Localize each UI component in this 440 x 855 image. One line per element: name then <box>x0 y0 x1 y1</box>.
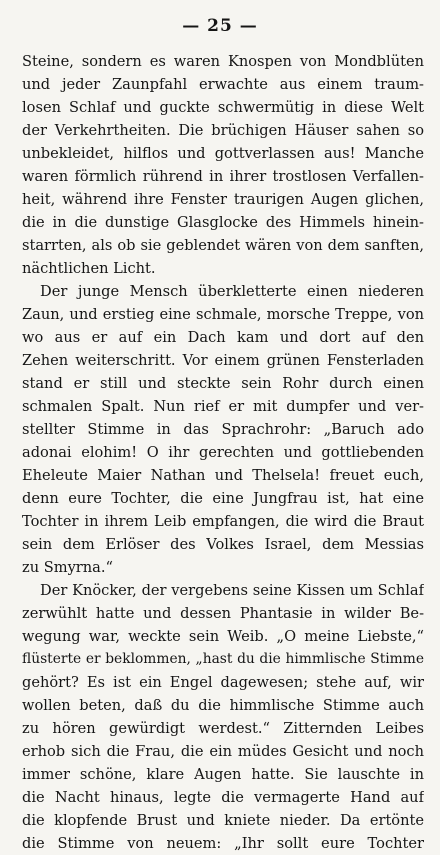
text-line: Der Knöcker, der vergebens seine Kissen um Schlaf <box>40 582 424 599</box>
text-line: Zaun, und erstieg eine schmale, morsche Treppe, von <box>22 306 424 323</box>
text-line: Der junge Mensch überkletterte einen niederen <box>40 283 424 300</box>
text-line: wollen beten, daß du die himmlische Stimme auch <box>22 697 424 714</box>
text-line: schmalen Spalt. Nun rief er mit dumpfer und ver- <box>22 398 424 415</box>
text-line: erhob sich die Frau, die ein müdes Gesicht und noch <box>22 743 424 760</box>
text-line: nächtlichen Licht. <box>22 260 156 277</box>
text-line: stand er still und steckte sein Rohr durch einen <box>22 375 424 392</box>
text-line: zerwühlt hatte und dessen Phantasie in wilder Be- <box>22 605 424 622</box>
text-line: die Stimme von neuem: „Ihr sollt eure Tochter <box>22 835 424 852</box>
text-line: die Nacht hinaus, legte die vermagerte Hand auf <box>22 789 424 806</box>
text-line: immer schöne, klare Augen hatte. Sie lauschte in <box>22 766 424 783</box>
text-line: losen Schlaf und guckte schwermütig in diese Welt <box>22 99 424 116</box>
text-line: Eheleute Maier Nathan und Thelsela! freuet euch, <box>22 467 424 484</box>
text-line: gehört? Es ist ein Engel dagewesen; stehe auf, wir <box>22 674 424 691</box>
text-line: der Verkehrtheiten. Die brüchigen Häuser sahen so <box>22 122 424 139</box>
text-line: wo aus er auf ein Dach kam und dort auf den <box>22 329 424 346</box>
text-line: zu Smyrna.“ <box>22 559 113 576</box>
text-line: die in die dunstige Glasglocke des Himmels hinein- <box>22 214 424 231</box>
text-line: stellter Stimme in das Sprachrohr: „Baruch ado <box>22 421 424 438</box>
text-line: denn eure Tochter, die eine Jungfrau ist, hat eine <box>22 490 424 507</box>
text-line: heit, während ihre Fenster traurigen Augen glichen, <box>22 191 424 208</box>
page-number: — 25 — <box>182 16 258 36</box>
page-body <box>22 50 424 855</box>
text-line: starrten, als ob sie geblendet wären von dem sanften, <box>22 237 424 254</box>
text-line: die klopfende Brust und kniete nieder. Da ertönte <box>22 812 424 829</box>
text-line: waren förmlich rührend in ihrer trostlosen Verfallen- <box>22 168 424 185</box>
text-line: flüsterte er beklommen, „hast du die himmlische Stimme <box>22 651 424 667</box>
text-line: sein dem Erlöser des Volkes Israel, dem Messias <box>22 536 424 553</box>
text-line: und jeder Zaunpfahl erwachte aus einem traum- <box>22 76 424 93</box>
text-line: unbekleidet, hilflos und gottverlassen aus! Manche <box>22 145 424 162</box>
text-line: wegung war, weckte sein Weib. „O meine Liebste,“ <box>22 628 424 645</box>
text-line: Tochter in ihrem Leib empfangen, die wird die Braut <box>22 513 424 530</box>
text-line: Steine, sondern es waren Knospen von Mondblüten <box>22 53 424 70</box>
text-line: adonai elohim! O ihr gerechten und gottliebenden <box>22 444 424 461</box>
text-line: Zehen weiterschritt. Vor einem grünen Fensterladen <box>22 352 424 369</box>
text-line: zu hören gewürdigt werdest.“ Zitternden Leibes <box>22 720 424 737</box>
